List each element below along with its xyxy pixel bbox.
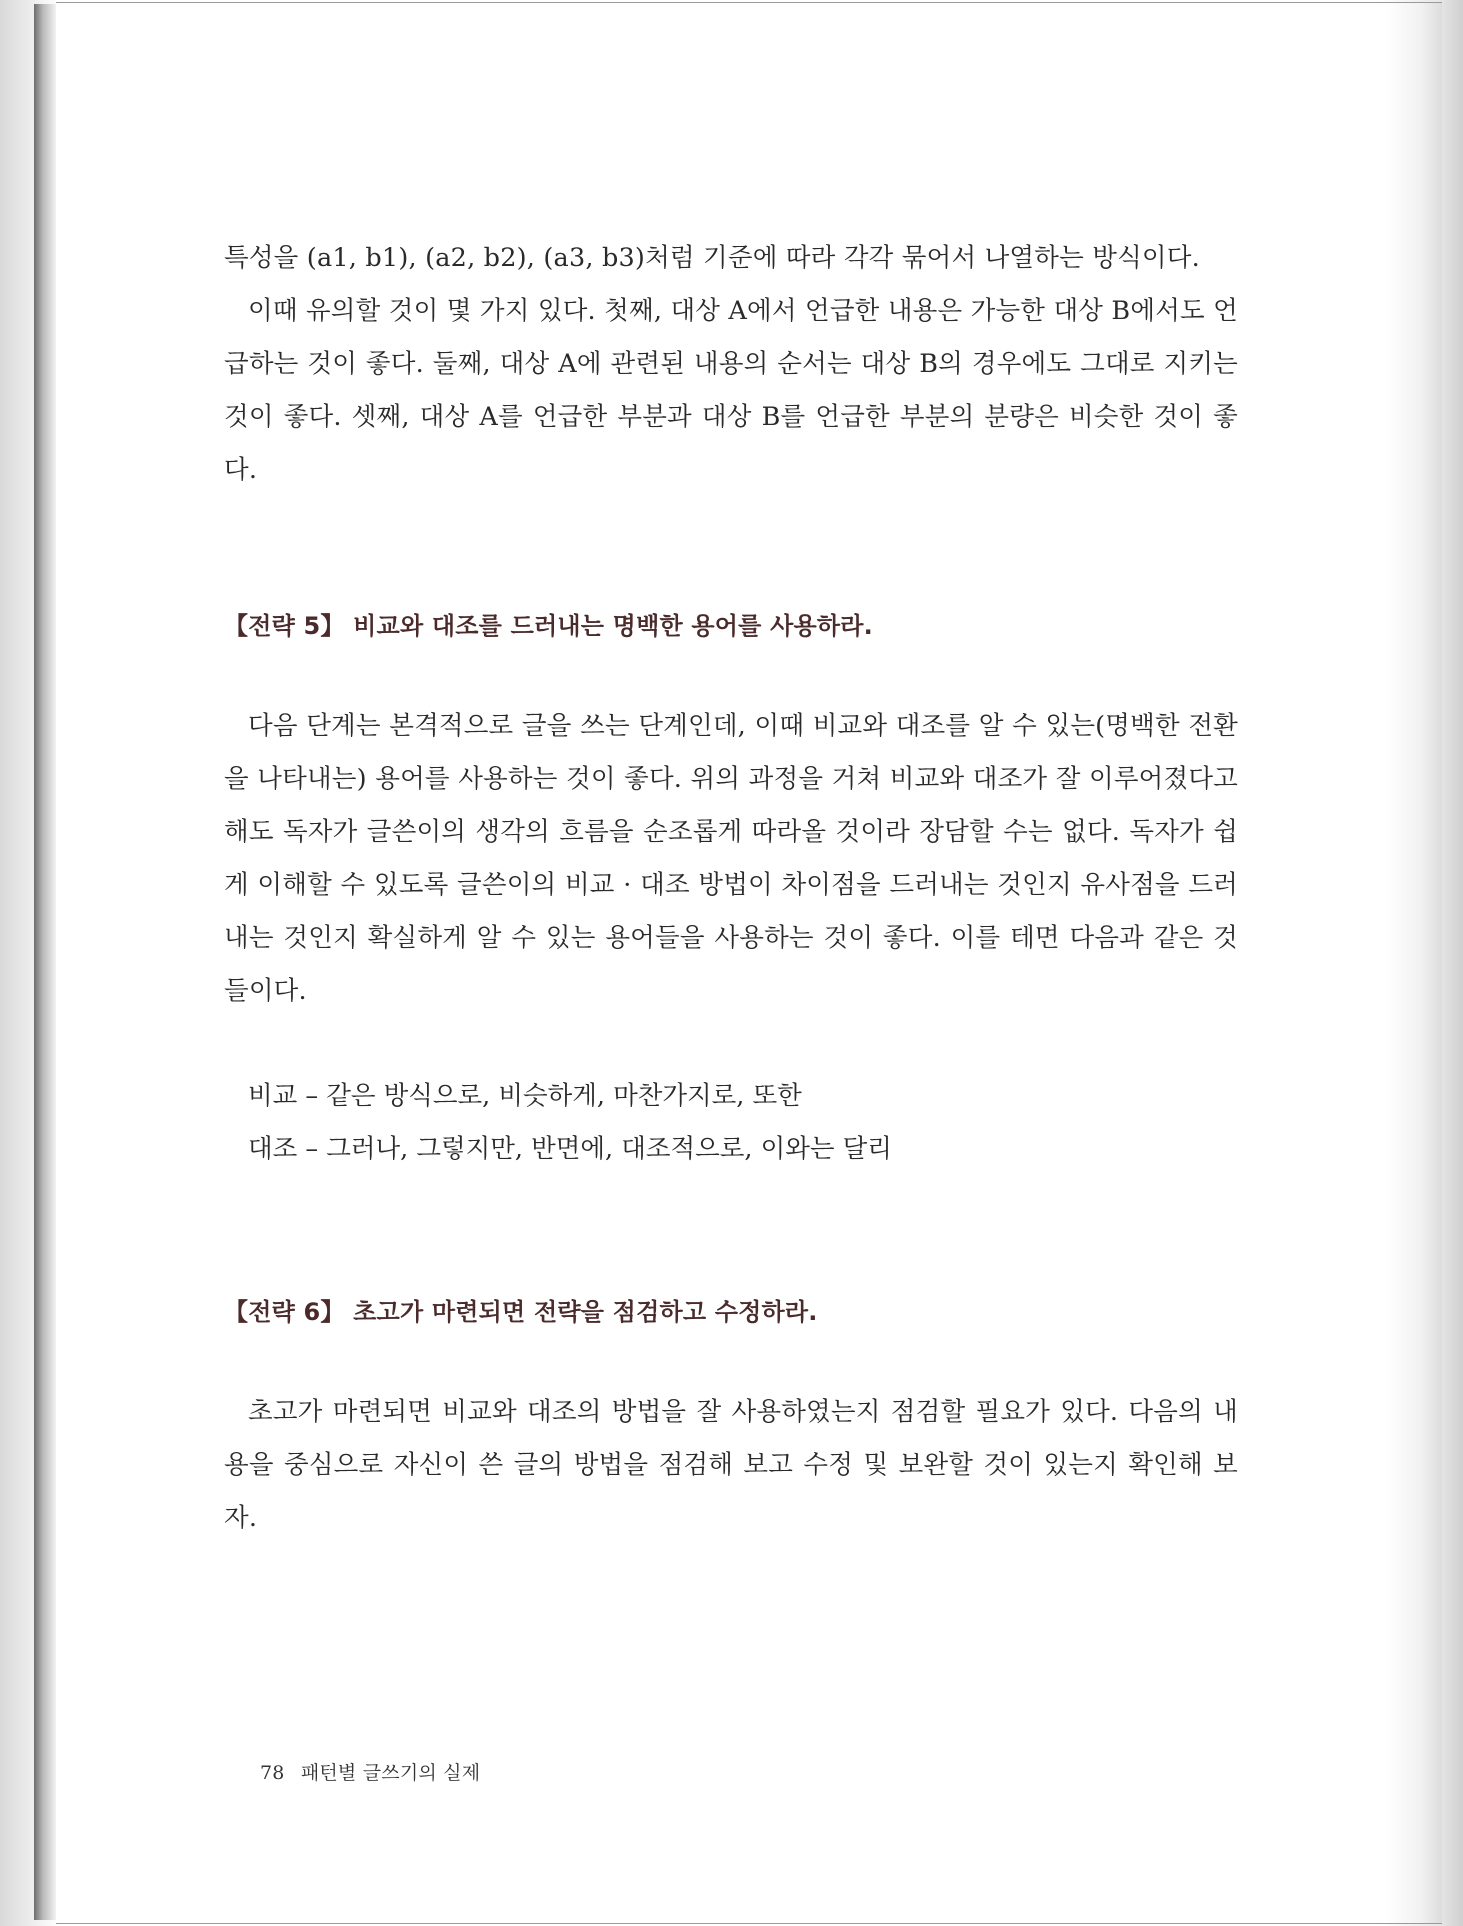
paragraph: 다음 단계는 본격적으로 글을 쓰는 단계인데, 이때 비교와 대조를 알 수 있는(명백한 전환을 나타내는) 용어를 사용하는 것이 좋다. 위의 과정을 거쳐 비교와 대조가 잘 이루어졌다고 해도 독자가 글쓴이의 생각의 흐름을 순조롭게 따라올 것이라 장담할 수는 없다. 독자가 쉽게 이해할 수 있도록 글쓴이의 비교 · 대조 방법이 차이점을 드러내는 것인지 유사점을 드러내는 것인지 확실하게 알 수 있는 용어들을 사용하는 것이 좋다. 이를 테면 다음과 같은 것들이다. (224, 711, 1238, 1006)
paragraph-block-1 (224, 232, 1238, 497)
page-footer (260, 1758, 480, 1785)
section-heading-strategy-5: 【전략 5】 비교와 대조를 드러내는 명백한 용어를 사용하라. (224, 612, 873, 640)
paragraph: 초고가 마련되면 비교와 대조의 방법을 잘 사용하였는지 점검할 필요가 있다. 다음의 내용을 중심으로 자신이 쓴 글의 방법을 점검해 보고 수정 및 보완할 것이 있는지 확인해 보자. (224, 1397, 1238, 1533)
page-number: 78 (260, 1762, 285, 1784)
paragraph-block-3 (224, 1386, 1238, 1545)
list-item: 비교 – 같은 방식으로, 비슷하게, 마찬가지로, 또한 (248, 1081, 802, 1111)
list-item: 대조 – 그러나, 그렇지만, 반면에, 대조적으로, 이와는 달리 (248, 1134, 892, 1164)
paragraph: 특성을 (a1, b1), (a2, b2), (a3, b3)처럼 기준에 따라 각각 묶어서 나열하는 방식이다. (224, 243, 1200, 273)
book-spine (34, 4, 56, 1920)
section-heading-strategy-6: 【전략 6】 초고가 마련되면 전략을 점검하고 수정하라. (224, 1298, 818, 1326)
paragraph: 이때 유의할 것이 몇 가지 있다. 첫째, 대상 A에서 언급한 내용은 가능한 대상 B에서도 언급하는 것이 좋다. 둘째, 대상 A에 관련된 내용의 순서는 대상 B의 경우에도 그대로 지키는 것이 좋다. 셋째, 대상 A를 언급한 부분과 대상 B를 언급한 부분의 분량은 비슷한 것이 좋다. (224, 296, 1238, 485)
term-list (224, 1070, 1238, 1176)
book-title: 패턴별 글쓰기의 실제 (300, 1762, 481, 1784)
paragraph-block-2 (224, 700, 1238, 1018)
